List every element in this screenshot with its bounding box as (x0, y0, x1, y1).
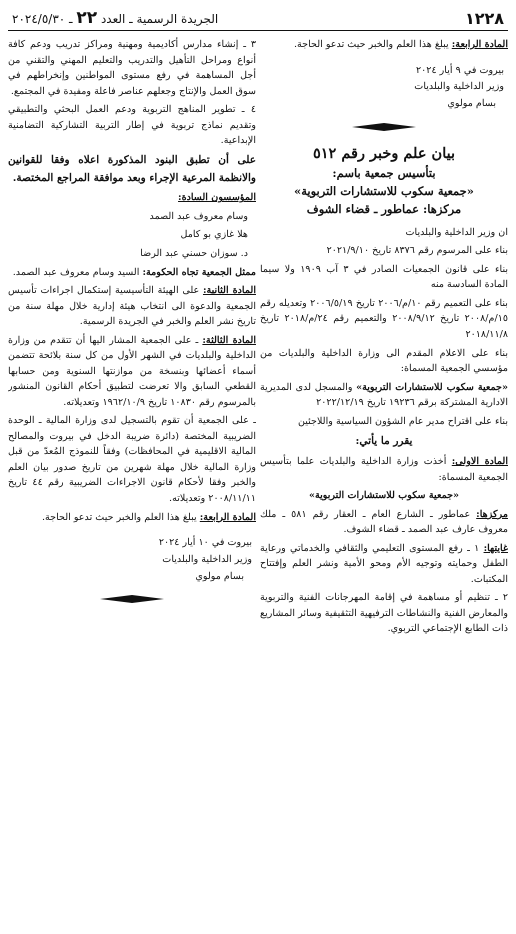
section-divider (8, 595, 256, 603)
representative-label: ممثل الجمعية تجاه الحكومة: (142, 266, 256, 278)
article-4-text: يبلغ هذا العلم والخبر حيث تدعو الحاجة. (41, 511, 200, 523)
article-4-second (8, 510, 256, 526)
association-name: «جمعية سكوب للاستشارات التربوية» (294, 184, 474, 199)
headquarters (260, 507, 508, 538)
goal-4: ٤ ـ تطوير المناهج التربوية ودعم العمل البحثي والتطبيقي وتقديم نماذج تربوية في إطار التربية التشاركية التضامنية الإبداعية. (8, 104, 256, 147)
association-name-quote: «جمعية سكوب للاستشارات التربوية» (308, 490, 460, 502)
article-4-text: يبلغ هذا العلم والخبر حيث تدعو الحاجة. (293, 39, 452, 50)
article-3 (8, 333, 256, 411)
page-header (8, 6, 508, 31)
founder-item: هلا غازي بو كامل (180, 229, 248, 241)
article-1-label: المادة الاولى: (451, 456, 508, 468)
left-column (8, 37, 256, 932)
notice-subject: بتأسيس جمعية باسم: (332, 166, 436, 181)
goal-2: ٢ ـ تنظيم أو مساهمة في إقامة المهرجانات الفنية والتربوية والمعارض الفنية والنشاطات الترفيهية التثقيفية وسائر المشاريع ذات الطابع الإجتماعي التربوي. (260, 592, 508, 635)
founder-item: د. سوزان حسني عبد الرضا (140, 248, 248, 259)
goal-3: ٣ ـ إنشاء مدارس أكاديمية ومهنية ومراكز تدريب ودعم كافة أنواع ومراحل التأهيل والتدريب والتعليم المهني والتقني من أجل المساهمة في رفع مستوى المواطنين وإنخراطهم في سوق العمل والإنتاج وجعلهم عناصر فاعلة ومفيدة في المجتمع. (8, 39, 256, 97)
paragraph: بناء على الاعلام المقدم الى وزارة الداخلية والبلديات من مؤسسي الجمعية المسماة: (260, 347, 508, 375)
signature-block-2 (8, 535, 256, 585)
finance-paragraph: ـ على الجمعية أن تقوم بالتسجيل لدى وزارة المالية ـ الوحدة الضريبية المختصة (دائرة ضريبة الدخل في بيروت والمصالح المالية الاقليمية في المحافظات) وفقاً للنموذج المُعدّ من قبل وزارة المالية خلال مهلة شهرين من تاريخ صدور بيان العلم والخبر وفقا لأحكام قانون الاجراءات الضريبية رقم ٤٤ تاريخ ٢٠٠٨/١١/١١ وتعديلاته. (8, 415, 256, 504)
article-3-text: ـ على الجمعية المشار اليها أن تتقدم من وزارة الداخلية والبلديات في الشهر الأول من كل سنة بلائحة تتضمن أسماء أعضائها وبنسخة من موازنتها السنوية ومن حسابها القطعي السابق والا تعرضت لتطبيق أحكام القانون المنشور بالمرسوم رقم ١٠٨٣٠ تاريخ ١٩٦٢/١٠/٩ وتعديلاته. (8, 334, 256, 408)
goals-label: غايتها: (483, 542, 508, 554)
government-representative (8, 265, 256, 281)
issue-date: ـ ٢٠٢٤/٥/٣٠ (12, 12, 77, 26)
page-number: ١٢٢٨ (464, 9, 504, 28)
registration-text: والمسجل لدى المديرية الادارية المشتركة برقم ١٩٢٣٦ تاريخ ٢٠٢٢/١٢/١٩ (260, 381, 508, 409)
article-4-label: المادة الرابعة: (451, 39, 508, 50)
signature-title: وزير الداخلية والبلديات (414, 81, 504, 93)
article-4-first (260, 37, 508, 53)
signature-title: وزير الداخلية والبلديات (162, 553, 252, 565)
goals (260, 541, 508, 588)
founder-item: وسام معروف عبد الصمد (149, 210, 248, 222)
headquarters-text: عماطور ـ الشارع العام ـ العقار رقم ٥٨١ ـ ملك معروف عارف عبد الصمد ـ قضاء الشوف. (260, 508, 508, 536)
headquarters-label: مركزها: (476, 508, 508, 520)
goals-text: ١ ـ رفع المستوى التعليمي والثقافي والخدماتي ورعاية الطفل وحمايته وتوجيه الأم ومحو الأمية ونشر العلم وإفتتاح المكتبات. (260, 542, 508, 585)
signature-name: بسام مولوي (195, 570, 244, 582)
article-4-label: المادة الرابعة: (199, 511, 256, 523)
signature-name: بسام مولوي (447, 98, 496, 110)
article-3-label: المادة الثالثة: (202, 334, 256, 346)
association-name-inline: «جمعية سكوب للاستشارات التربوية» (356, 381, 508, 393)
notice-number: بيان علم وخبر رقم ٥١٢ (312, 144, 456, 162)
paragraph: بناء على اقتراح مدير عام الشؤون السياسية واللاجئين (297, 415, 508, 427)
paragraph: بناء على المرسوم رقم ٨٣٧٦ تاريخ ٢٠٢١/٩/١٠ (326, 245, 508, 257)
representative-text: السيد وسام معروف عبد الصمد. (12, 266, 143, 278)
gazette-title-prefix: الجريدة الرسمية ـ العدد (97, 12, 219, 26)
article-2-label: المادة الثانية: (202, 285, 256, 297)
paragraph: بناء على التعميم رقم ١٠/م/٢٠٠٦ تاريخ ٢٠٠٦/٥/١٩ وتعديله رقم ١٥/م/٢٠٠٨ تاريخ ٢٠٠٨/٩/١٢ والتعميم رقم ٢٤/م/٢٠١٨ تاريخ ٢٠١٨/١١/٨ (260, 297, 508, 340)
issue-number: ٢٢ (76, 8, 98, 28)
right-column (260, 37, 508, 932)
gazette-title (12, 8, 218, 28)
notice-heading (260, 143, 508, 219)
paragraph (260, 380, 508, 411)
article-1 (260, 454, 508, 485)
founders-label: المؤسسون السادة: (178, 192, 256, 204)
paragraph: بناء على قانون الجمعيات الصادر في ٣ آب ١٩٠٩ ولا سيما المادة السادسة منه (260, 263, 508, 291)
decision-heading: يقرر ما يأتي: (355, 435, 413, 448)
paragraph: ان وزير الداخلية والبلديات (405, 226, 508, 238)
section-divider (260, 123, 508, 131)
signature-date: بيروت في ٩ أيار ٢٠٢٤ (416, 64, 504, 76)
association-hq: مركزها: عماطور ـ قضاء الشوف (306, 201, 462, 216)
article-2 (8, 283, 256, 330)
article-2-text: على الهيئة التأسيسية إستكمال اجراءات تأسيس الجمعية والدعوة الى انتخاب هيئة إدارية خلال مهلة سنة من تاريخ نشر العلم والخبر في الجريدة الرسمية. (8, 285, 256, 328)
signature-date: بيروت في ١٠ أيار ٢٠٢٤ (158, 537, 252, 549)
article-1-text: أخذت وزارة الداخلية والبلديات علما بتأسيس الجمعية المسماة: (260, 456, 508, 483)
signature-block-1 (260, 63, 508, 113)
columns (8, 37, 508, 932)
condition-paragraph: على أن تطبق البنود المذكورة اعلاه وفقا للقوانين والانظمة المرعية الإجراء وبعد موافقة المراجع المختصة. (8, 153, 256, 184)
